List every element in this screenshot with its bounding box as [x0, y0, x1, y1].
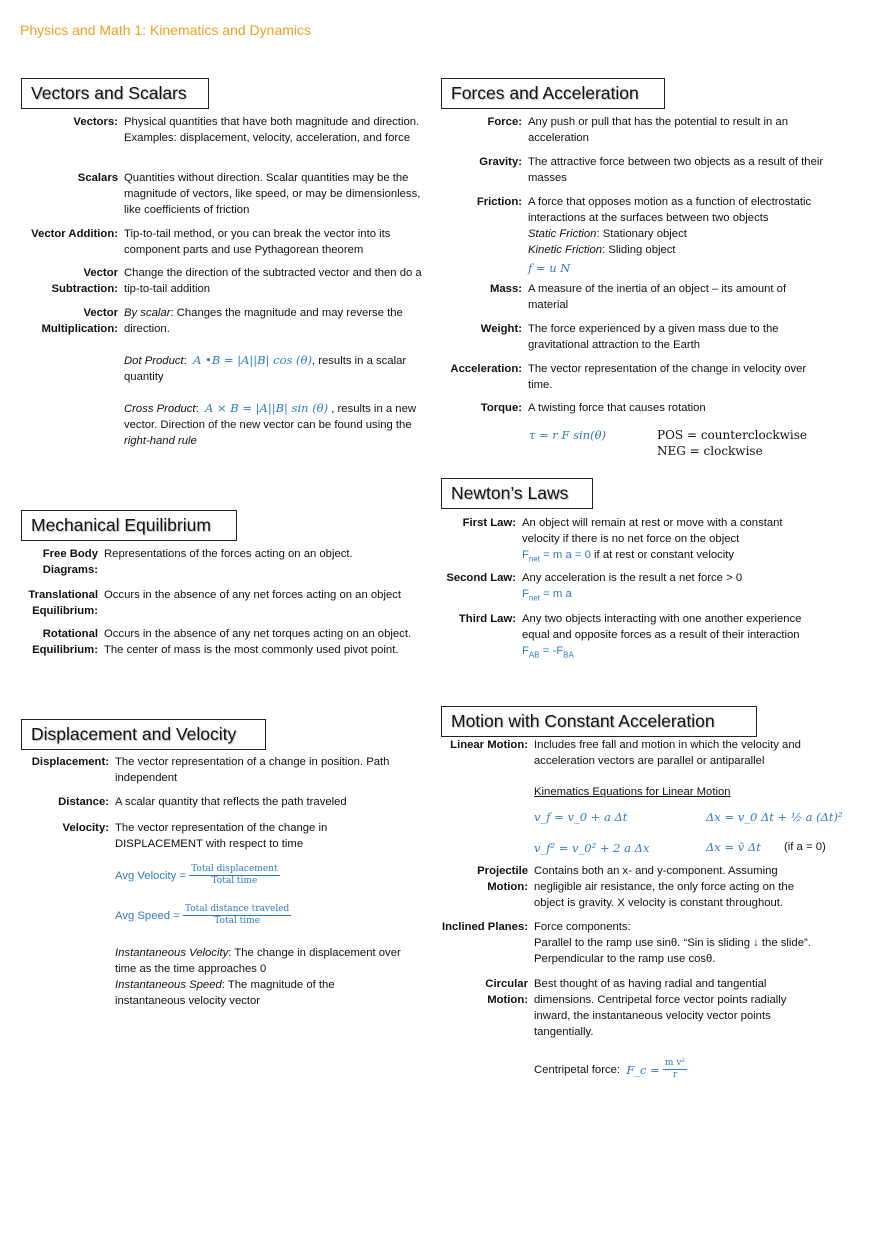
definition: Change the direction of the subtracted vector and then do a tip-to-tail addition	[124, 267, 422, 295]
numerator: Total distance traveled	[184, 904, 290, 914]
def-circular-motion	[420, 976, 814, 1040]
static-friction	[528, 226, 828, 242]
second-law-equation	[522, 586, 822, 602]
term: Torque:	[480, 402, 522, 414]
text: Any acceleration is the result a net force > 0	[522, 572, 743, 584]
def-third-law	[420, 611, 827, 659]
definition: Physical quantities that have both magnitude and direction. Examples: displacement, velocity, acceleration, and force	[124, 116, 420, 144]
text: A force that opposes motion as a function of electrostatic interactions at the surfaces between two objects	[528, 196, 812, 224]
definition: Quantities without direction. Scalar quantities may be the magnitude of vectors, like speed, or may be dimensionless, like coefficients of friction	[124, 172, 421, 216]
def-inclined-planes	[420, 919, 844, 967]
def-displacement	[0, 754, 415, 786]
def-force	[420, 114, 828, 146]
text: Perpendicular to the ramp use cosθ.	[534, 953, 716, 965]
definition: Occurs in the absence of any net torques acting on an object. The center of mass is the most commonly used pivot point.	[104, 628, 412, 656]
definition: Contains both an x- and y-component. Assuming negligible air resistance, the only force acting on the object is gravity. X velocity is constant throughout.	[534, 865, 794, 909]
text: An object will remain at rest or move with a constant velocity if there is no net force on the object	[522, 517, 783, 545]
eq-sub: AB	[528, 650, 540, 660]
term: Vector Subtraction:	[51, 267, 118, 295]
text: : The magnitude of the instantaneous velocity vector	[115, 979, 335, 1007]
term: Gravity:	[479, 156, 522, 168]
section-title-newtons-laws: Newton’s Laws	[441, 478, 593, 509]
term: Circular Motion:	[485, 978, 528, 1006]
definition	[522, 515, 822, 563]
first-law-equation	[522, 547, 822, 563]
numerator: m v²	[664, 1058, 686, 1068]
term: Translational Equilibrium:	[28, 589, 98, 617]
definition: Any push or pull that has the potential to result in an acceleration	[528, 116, 788, 144]
definition: The vector representation of a change in position. Path independent	[115, 756, 390, 784]
text: : The change in displacement over time as the time approaches 0	[115, 947, 401, 975]
definition: A scalar quantity that reflects the path traveled	[115, 796, 347, 808]
definition	[528, 194, 828, 278]
text: , results in a scalar quantity	[124, 355, 407, 383]
definition: Occurs in the absence of any net forces acting on an object	[104, 589, 402, 601]
def-acceleration	[420, 361, 828, 393]
def-scalars	[0, 170, 424, 218]
italic-term: Dot Product	[124, 355, 184, 367]
cross-product-formula: A × B = |A||B| sin (θ)	[205, 401, 329, 415]
centripetal-force-formula	[534, 1058, 687, 1081]
kinematics-eq-2: Δx = v_0 Δt + ½ a (Δt)²	[706, 810, 843, 824]
text: : Changes the magnitude and may reverse the direction.	[124, 307, 403, 335]
formula-label: Centripetal force:	[534, 1063, 621, 1076]
italic-term: By scalar	[124, 307, 171, 319]
definition	[522, 570, 822, 602]
text: : Sliding object	[602, 244, 676, 256]
italic-term: right-hand rule	[124, 435, 197, 447]
definition: The force experienced by a given mass due to the gravitational attraction to the Earth	[528, 323, 779, 351]
term: Displacement:	[31, 756, 109, 768]
denominator: Total time	[211, 876, 258, 886]
section-title-vectors: Vectors and Scalars	[21, 78, 209, 109]
term: First Law:	[462, 517, 516, 529]
term: Mass:	[489, 283, 522, 295]
italic-term: Cross Product	[124, 403, 196, 415]
formula-label: Avg Velocity =	[115, 869, 187, 882]
term: Velocity:	[62, 822, 109, 834]
cross-product: Cross Product: A × B = |A||B| sin (θ) , results in a new vector. Direction of the new vector can be found using the right-hand rule	[124, 401, 417, 447]
torque-formula: τ = r F sin(θ)	[529, 428, 606, 442]
term: Third Law:	[458, 613, 516, 625]
term: Weight:	[480, 323, 522, 335]
def-translational-equilibrium	[0, 587, 422, 619]
text: Any two objects interacting with one another experience equal and opposite forces as a result of their interaction	[522, 613, 802, 641]
dot-product-formula: A •B = |A||B| cos (θ)	[193, 353, 312, 367]
fraction	[189, 864, 279, 887]
definition	[534, 919, 844, 967]
definition	[522, 611, 827, 659]
term: Inclined Planes:	[441, 921, 528, 933]
instantaneous-speed	[115, 977, 375, 1009]
term: Acceleration:	[450, 363, 522, 375]
term: Linear Motion:	[450, 739, 528, 751]
def-vector-multiplication	[0, 305, 424, 337]
def-velocity	[0, 820, 355, 852]
term: Friction:	[476, 196, 522, 208]
denominator: Total time	[214, 916, 261, 926]
text: , results in a new vector. Direction of the new vector can be found using the	[124, 403, 417, 431]
term: Distance:	[58, 796, 109, 808]
def-vector-subtraction	[0, 265, 424, 297]
kinematics-eq-3: v_f² = v_0² + 2 a Δx	[534, 841, 650, 855]
definition	[124, 305, 424, 337]
section-title-forces: Forces and Acceleration	[441, 78, 665, 109]
def-weight	[420, 321, 818, 353]
def-projectile-motion	[420, 863, 816, 911]
def-distance	[0, 794, 415, 810]
kinematics-eq-4-note: (if a = 0)	[784, 841, 826, 853]
torque-positive: POS = counterclockwise	[657, 428, 808, 442]
dot-product: Dot Product: A •B = |A||B| cos (θ), results in a scalar quantity	[124, 353, 407, 383]
def-torque	[420, 400, 828, 416]
avg-velocity-formula	[115, 864, 280, 887]
term: Vector Addition:	[31, 228, 118, 240]
formula-lhs: F_c =	[626, 1062, 660, 1077]
eq-sub: net	[528, 593, 541, 603]
formula-label: Avg Speed =	[115, 909, 180, 922]
kinematics-heading: Kinematics Equations for Linear Motion	[534, 786, 731, 798]
definition: A measure of the inertia of an object – its amount of material	[528, 283, 787, 311]
definition: Best thought of as having radial and tangential dimensions. Centripetal force vector points radially inward, the instantaneous velocity vector points tangentially.	[534, 978, 787, 1038]
italic-term: Instantaneous Velocity	[115, 947, 229, 959]
def-vectors	[0, 114, 424, 146]
denominator: r	[672, 1070, 678, 1080]
def-gravity	[420, 154, 828, 186]
term: Vectors:	[73, 116, 118, 128]
text: : Stationary object	[596, 228, 687, 240]
third-law-equation	[522, 643, 827, 659]
italic-term: Instantaneous Speed	[115, 979, 222, 991]
italic-term: Static Friction	[528, 228, 597, 240]
term: Vector Multiplication:	[41, 307, 118, 335]
text: Parallel to the ramp use sinθ. “Sin is sliding ↓ the slide”.	[534, 937, 811, 949]
definition: The vector representation of the change in velocity over time.	[528, 363, 807, 391]
document-header: Physics and Math 1: Kinematics and Dynamics	[20, 22, 312, 38]
def-friction	[420, 194, 828, 278]
fraction	[183, 904, 291, 927]
term: Rotational Equilibrium:	[32, 628, 98, 656]
def-free-body-diagrams	[0, 546, 422, 578]
def-linear-motion	[420, 737, 834, 769]
def-vector-addition	[0, 226, 424, 258]
definition: Tip-to-tail method, or you can break the vector into its component parts and use Pythagorean theorem	[124, 228, 391, 256]
def-second-law	[420, 570, 822, 602]
eq: F	[522, 645, 529, 657]
eq: = m a = 0	[540, 549, 591, 561]
eq: = m a	[540, 588, 572, 600]
instantaneous-velocity	[115, 945, 425, 977]
term: Force:	[487, 116, 522, 128]
torque-negative: NEG = clockwise	[657, 444, 763, 458]
term: Projectile Motion:	[477, 865, 528, 893]
kinematics-eq-1: v_f = v_0 + a Δt	[534, 810, 628, 824]
eq: F	[522, 588, 529, 600]
eq-sub: BA	[563, 650, 574, 660]
def-mass	[420, 281, 818, 313]
definition: The vector representation of the change in DISPLACEMENT with respect to time	[115, 822, 328, 850]
eq: = -F	[539, 645, 564, 657]
definition: The attractive force between two objects as a result of their masses	[528, 156, 824, 184]
def-first-law	[420, 515, 822, 563]
section-title-motion: Motion with Constant Acceleration	[441, 706, 757, 737]
text: Force components:	[534, 921, 631, 933]
section-title-mechanical-equilibrium: Mechanical Equilibrium	[21, 510, 237, 541]
fraction	[663, 1058, 687, 1081]
definition: Includes free fall and motion in which the velocity and acceleration vectors are parallel or antiparallel	[534, 739, 801, 767]
section-title-displacement: Displacement and Velocity	[21, 719, 266, 750]
term: Scalars	[77, 172, 118, 184]
avg-speed-formula	[115, 904, 291, 927]
kinematics-eq-4: Δx = v̄ Δt	[706, 840, 761, 854]
definition: Representations of the forces acting on an object.	[104, 548, 353, 560]
eq: F	[522, 549, 529, 561]
numerator: Total displacement	[191, 864, 278, 874]
eq-sub: net	[528, 554, 541, 564]
friction-formula: f = u N	[528, 261, 571, 275]
text: if at rest or constant velocity	[590, 549, 735, 561]
italic-term: Kinetic Friction	[528, 244, 603, 256]
kinetic-friction	[528, 242, 828, 258]
term: Free Body Diagrams:	[42, 548, 98, 576]
definition: A twisting force that causes rotation	[528, 402, 706, 414]
term: Second Law:	[446, 572, 516, 584]
def-rotational-equilibrium	[0, 626, 422, 658]
